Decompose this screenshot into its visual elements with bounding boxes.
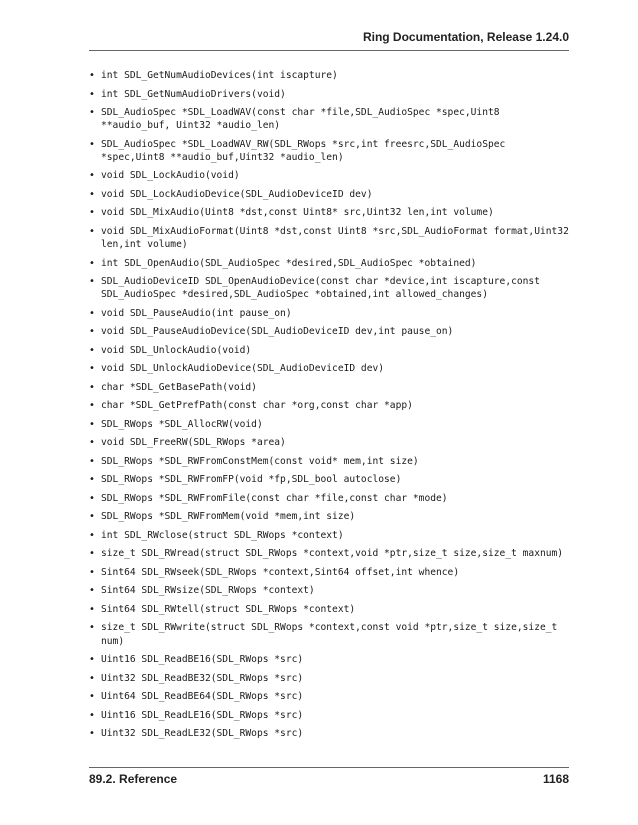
list-item <box>89 473 569 486</box>
bullet-icon: • <box>89 585 95 597</box>
list-item <box>89 709 569 722</box>
list-item <box>89 106 569 132</box>
list-item <box>89 188 569 201</box>
bullet-icon: • <box>89 529 95 541</box>
bullet-icon: • <box>89 326 95 338</box>
function-signature: char *SDL_GetBasePath(void) <box>101 381 257 393</box>
bullet-icon: • <box>89 307 95 319</box>
function-signature: void SDL_PauseAudio(int pause_on) <box>101 307 292 319</box>
function-signature: SDL_RWops *SDL_AllocRW(void) <box>101 418 263 430</box>
function-signature: Uint16 SDL_ReadLE16(SDL_RWops *src) <box>101 709 304 721</box>
function-signature: size_t SDL_RWread(struct SDL_RWops *context,void *ptr,size_t size,size_t maxnum) <box>101 548 564 560</box>
bullet-icon: • <box>89 691 95 703</box>
list-item <box>89 206 569 219</box>
list-item <box>89 492 569 505</box>
function-signature: Uint32 SDL_ReadBE32(SDL_RWops *src) <box>101 672 304 684</box>
bullet-icon: • <box>89 107 95 118</box>
bullet-icon: • <box>89 672 95 684</box>
list-item <box>89 69 569 82</box>
bullet-icon: • <box>89 603 95 615</box>
function-signature: SDL_RWops *SDL_RWFromMem(void *mem,int size) <box>101 511 356 523</box>
list-item <box>89 275 569 301</box>
list-item <box>89 621 569 647</box>
function-signature: void SDL_MixAudio(Uint8 *dst,const Uint8* src,Uint32 len,int volume) <box>101 207 494 219</box>
bullet-icon: • <box>89 654 95 666</box>
bullet-icon: • <box>89 566 95 578</box>
bullet-icon: • <box>89 492 95 504</box>
function-signature: Uint16 SDL_ReadBE16(SDL_RWops *src) <box>101 654 304 666</box>
list-item <box>89 510 569 523</box>
bullet-icon: • <box>89 622 95 634</box>
bullet-icon: • <box>89 276 95 288</box>
bullet-icon: • <box>89 225 95 237</box>
function-list <box>89 69 569 746</box>
page-header-title: Ring Documentation, Release 1.24.0 <box>362 30 569 44</box>
bullet-icon: • <box>89 400 95 412</box>
function-signature: size_t SDL_RWwrite(struct SDL_RWops *context,const void *ptr,size_t size,size_t num) <box>101 622 558 647</box>
bullet-icon: • <box>89 709 95 721</box>
footer-section-label: 89.2. Reference <box>89 772 178 786</box>
bullet-icon: • <box>89 70 95 81</box>
list-item <box>89 672 569 685</box>
function-signature: int SDL_RWclose(struct SDL_RWops *context) <box>101 529 344 541</box>
function-signature: Sint64 SDL_RWsize(SDL_RWops *context) <box>101 585 315 597</box>
list-item <box>89 307 569 320</box>
function-signature: void SDL_MixAudioFormat(Uint8 *dst,const Uint8 *src,SDL_AudioFormat format,Uint32 len,int volume) <box>101 225 569 251</box>
bullet-icon: • <box>89 728 95 740</box>
bullet-icon: • <box>89 511 95 523</box>
list-item <box>89 399 569 412</box>
bullet-icon: • <box>89 363 95 375</box>
footer-page-number: 1168 <box>542 772 569 786</box>
function-signature: Uint32 SDL_ReadLE32(SDL_RWops *src) <box>101 728 304 740</box>
list-item <box>89 455 569 468</box>
function-signature: int SDL_OpenAudio(SDL_AudioSpec *desired,SDL_AudioSpec *obtained) <box>101 257 477 269</box>
list-item <box>89 653 569 666</box>
list-item <box>89 566 569 579</box>
bullet-icon: • <box>89 88 95 100</box>
list-item <box>89 88 569 101</box>
function-signature: char *SDL_GetPrefPath(const char *org,const char *app) <box>101 400 413 412</box>
function-signature: int SDL_GetNumAudioDrivers(void) <box>101 88 286 100</box>
list-item <box>89 529 569 542</box>
list-item <box>89 344 569 357</box>
list-item <box>89 381 569 394</box>
header-divider <box>89 50 569 51</box>
bullet-icon: • <box>89 207 95 219</box>
list-item <box>89 138 569 164</box>
list-item <box>89 257 569 270</box>
bullet-icon: • <box>89 455 95 467</box>
list-item <box>89 603 569 616</box>
list-item <box>89 690 569 703</box>
function-signature: SDL_AudioSpec *SDL_LoadWAV(const char *file,SDL_AudioSpec *spec,Uint8 **audio_buf, Uint32 *audio_len) <box>101 107 500 132</box>
function-signature: SDL_AudioDeviceID SDL_OpenAudioDevice(const char *device,int iscapture,const SDL_AudioSpec *desired,SDL_AudioSpec *obtained,int allowed_changes) <box>101 276 540 301</box>
function-signature: SDL_RWops *SDL_RWFromConstMem(const void* mem,int size) <box>101 455 419 467</box>
function-signature: void SDL_LockAudioDevice(SDL_AudioDeviceID dev) <box>101 188 373 200</box>
bullet-icon: • <box>89 138 95 150</box>
bullet-icon: • <box>89 188 95 200</box>
bullet-icon: • <box>89 548 95 560</box>
list-item <box>89 436 569 449</box>
function-signature: void SDL_UnlockAudio(void) <box>101 344 252 356</box>
list-item <box>89 584 569 597</box>
list-item <box>89 225 569 251</box>
bullet-icon: • <box>89 437 95 449</box>
list-item <box>89 169 569 182</box>
bullet-icon: • <box>89 474 95 486</box>
bullet-icon: • <box>89 344 95 356</box>
function-signature: int SDL_GetNumAudioDevices(int iscapture) <box>101 70 338 81</box>
function-signature: void SDL_LockAudio(void) <box>101 170 240 182</box>
function-signature: void SDL_PauseAudioDevice(SDL_AudioDeviceID dev,int pause_on) <box>101 326 454 338</box>
list-item <box>89 547 569 560</box>
function-signature: Uint64 SDL_ReadBE64(SDL_RWops *src) <box>101 691 304 703</box>
list-item <box>89 418 569 431</box>
function-signature: void SDL_UnlockAudioDevice(SDL_AudioDeviceID dev) <box>101 363 385 375</box>
function-signature: SDL_RWops *SDL_RWFromFP(void *fp,SDL_bool autoclose) <box>101 474 402 486</box>
function-signature: Sint64 SDL_RWtell(struct SDL_RWops *context) <box>101 603 356 615</box>
bullet-icon: • <box>89 170 95 182</box>
function-signature: Sint64 SDL_RWseek(SDL_RWops *context,Sint64 offset,int whence) <box>101 566 460 578</box>
function-signature: SDL_AudioSpec *SDL_LoadWAV_RW(SDL_RWops *src,int freesrc,SDL_AudioSpec *spec,Uint8 **audio_buf,Uint32 *audio_len) <box>101 138 506 163</box>
footer-divider <box>89 767 569 768</box>
function-signature: void SDL_FreeRW(SDL_RWops *area) <box>101 437 286 449</box>
list-item <box>89 362 569 375</box>
bullet-icon: • <box>89 418 95 430</box>
bullet-icon: • <box>89 381 95 393</box>
function-signature: SDL_RWops *SDL_RWFromFile(const char *file,const char *mode) <box>101 492 448 504</box>
list-item <box>89 727 569 740</box>
list-item <box>89 325 569 338</box>
bullet-icon: • <box>89 257 95 269</box>
